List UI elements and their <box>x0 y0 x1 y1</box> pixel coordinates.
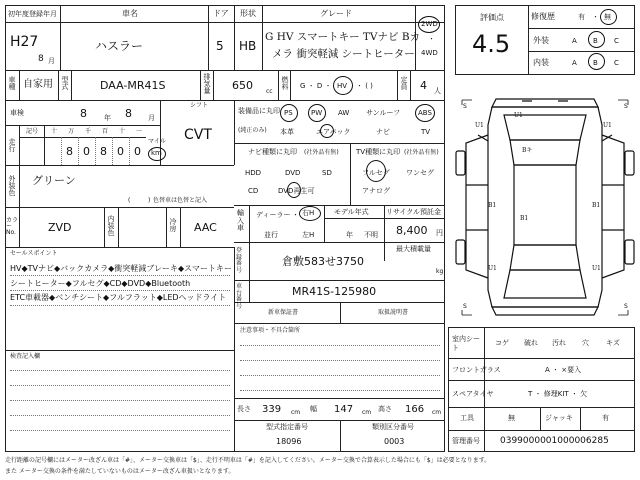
seat-label: 室内シート <box>452 335 480 353</box>
caution-label: 注意事項・不具合箇所 <box>240 327 301 334</box>
diagram-corner-s-br: S <box>624 303 628 310</box>
reg-number-label: 登録番号 <box>236 247 243 274</box>
mileage-digit: 0 <box>134 145 141 158</box>
spare-value: T ・ 修理KIT ・ 欠 <box>528 390 588 398</box>
interior-grade-c: C <box>614 59 619 67</box>
damage-mark-6: B1 <box>520 215 529 222</box>
fuel-selected: HV <box>337 82 348 90</box>
mileage-digit: 8 <box>100 145 107 158</box>
damage-mark-3: U1 <box>603 122 612 129</box>
repair-yes: 有 <box>578 13 585 21</box>
fuel-label: 燃料 <box>281 76 289 90</box>
seat-item-hole: 穴 <box>582 339 589 347</box>
km-label: km <box>151 149 162 157</box>
footer-note-1: 走行距離の記号欄にはメーター改ざん車は「#」、メーター交換車は「$」、走行不明車は「#」を記入してください。メーター交換で合算表示した場合にも「$」は必要となります。 <box>5 457 491 464</box>
nav-type-label: ナビ種類に丸印 <box>248 148 297 156</box>
mileage-unit-label: 十 <box>119 128 126 135</box>
color-note-paren-close: ) <box>148 197 151 204</box>
shape-label: 形状 <box>240 9 256 18</box>
color-label: 外装色 <box>8 175 16 196</box>
import-dealer: ディーラー <box>256 211 291 219</box>
equipment-sub-label: (純正のみ) <box>238 127 267 134</box>
manual-label: 取扱説明書 <box>378 309 409 316</box>
drive-dot: ・ <box>428 35 435 43</box>
mileage-unit-label: 千 <box>85 128 92 135</box>
width-unit: cm <box>362 409 372 416</box>
cold-value: AAC <box>194 221 217 234</box>
exterior-grade-b: B <box>593 37 598 45</box>
color-note-paren: ( <box>128 197 131 204</box>
mgmt-label: 管理番号 <box>452 437 480 445</box>
sales-point-line-2: シートヒーター◆フルセグ◆CD◆DVD◆Bluetooth <box>10 279 191 288</box>
height-label: 高さ <box>378 405 392 413</box>
nav-type-sub: (社外品有無) <box>304 149 339 156</box>
mileage-unit-label: 万 <box>68 128 75 135</box>
seat-item-burn: コゲ <box>495 339 509 347</box>
max-load-label: 最大積載量 <box>396 245 431 253</box>
type-cert: 18096 <box>276 437 302 446</box>
grade-line-2: メラ 衝突軽減 シートヒーター <box>272 48 415 60</box>
equip-airbag: エアバック <box>316 128 351 136</box>
mile-label: マイル <box>148 138 166 145</box>
interior-grade-b: B <box>593 59 598 67</box>
repair-no: 無 <box>604 13 611 21</box>
mileage-unit-label: 一 <box>136 128 143 135</box>
model-year-year: 年 <box>346 231 353 239</box>
capacity-unit: 人 <box>434 87 441 95</box>
equip-abs: ABS <box>418 109 432 117</box>
displacement-label: 排気量 <box>203 73 211 94</box>
mileage-label: 走行 <box>8 138 16 152</box>
length-label: 長さ <box>237 405 251 413</box>
airbag-circle <box>320 124 334 138</box>
recycle-label: リサイクル預託金 <box>386 208 442 216</box>
windshield-label: フロントガラス <box>452 366 501 374</box>
handle-left: 左H <box>302 231 315 239</box>
import-parallel: 並行 <box>264 231 278 239</box>
tool-value: 無 <box>508 414 515 422</box>
damage-mark-9: Bキ <box>522 147 533 154</box>
chassis-label: 車台番号 <box>236 283 243 310</box>
grade-line-1: G HV スマートキー TVナビ Bカ <box>265 31 421 43</box>
max-load-unit: kg <box>436 268 444 275</box>
repair-label: 修復歴 <box>531 12 555 21</box>
color-value: グリーン <box>32 174 76 187</box>
seat-item-tear: 破れ <box>524 339 538 347</box>
damage-mark-2: U1 <box>475 122 484 129</box>
seat-item-scratch: キズ <box>606 339 620 347</box>
jack-label: ジャッキ <box>545 414 573 422</box>
inspection-month-unit: 月 <box>148 114 155 122</box>
mgmt-number: 0399000001000006285 <box>500 436 609 446</box>
reg-label: 車種 <box>8 76 16 90</box>
use-type: 自家用 <box>23 79 53 90</box>
mileage-unit-label: 百 <box>102 128 109 135</box>
inspection-year: 8 <box>80 107 87 120</box>
footer-note-2: また メーター交換の条件を満たしていないものはメーター改ざん車扱いとなります。 <box>5 468 235 475</box>
equip-aw: AW <box>338 109 350 117</box>
length-unit: cm <box>291 409 301 416</box>
doors: 5 <box>216 39 224 53</box>
first-reg-month-unit: 月 <box>48 57 55 65</box>
damage-mark-5: B1 <box>592 202 601 209</box>
fuel-rest: ・ ( ) <box>356 82 373 90</box>
mileage-digit: 0 <box>83 145 90 158</box>
handle-right: 右H <box>302 209 315 217</box>
seat-item-stain: 汚れ <box>552 339 566 347</box>
displacement: 650 <box>232 79 253 92</box>
height: 166 <box>405 404 425 415</box>
damage-mark-7: U1 <box>488 265 497 272</box>
sales-point-label: セールスポイント <box>10 250 58 257</box>
displacement-unit: cc <box>266 88 273 95</box>
import-dot: ・ <box>292 211 299 219</box>
interior-grade-a: A <box>572 59 577 67</box>
jack-value: 有 <box>602 414 609 422</box>
car-name: ハスラー <box>95 39 144 53</box>
reg-number: 倉敷583せ3750 <box>282 255 364 268</box>
recycle-yen: 円 <box>436 229 443 237</box>
drive-2wd: 2WD <box>421 20 438 28</box>
length: 339 <box>262 404 282 415</box>
diagram-corner-s-tl: S <box>463 103 467 110</box>
model-label: 型式 <box>61 76 69 90</box>
import-label: 輸入車 <box>237 209 244 233</box>
tool-label: 工具 <box>460 414 474 422</box>
car-name-label: 車名 <box>122 9 138 18</box>
fuel-options: G ・ D ・ <box>300 82 332 90</box>
score: 4.5 <box>472 30 511 58</box>
nav-sd: SD <box>322 169 332 177</box>
tv-type-sub: (社外品有無) <box>404 149 439 156</box>
interior-label: 内装 <box>533 58 549 67</box>
shift: CVT <box>184 127 212 143</box>
sales-point-line-3: ETC車載器◆ベンチシート◆フルフラット◆LEDヘッドライト <box>10 293 227 302</box>
color-note: 色替車は色替と記入 <box>153 197 208 204</box>
height-unit: cm <box>432 409 442 416</box>
first-reg-year: H27 <box>10 34 39 50</box>
new-warranty-label: 新車保証書 <box>268 309 299 316</box>
shift-label: シフト <box>190 102 209 109</box>
equip-navi: ナビ <box>376 128 390 136</box>
mileage-note-label: 記号 <box>26 128 39 135</box>
equip-pw: PW <box>311 109 323 117</box>
damage-mark-1: U1 <box>514 112 523 119</box>
equip-leather: 本革 <box>280 128 294 136</box>
shape: HB <box>239 39 257 53</box>
mileage-digit: 0 <box>117 145 124 158</box>
color-code: ZVD <box>48 221 72 234</box>
dvd-play-circle <box>287 182 301 198</box>
nav-dvd: DVD <box>285 169 301 177</box>
nav-dvd-play: DVD再生可 <box>278 187 315 195</box>
equipment-label: 装備品に丸印 <box>238 107 280 115</box>
damage-mark-4: B1 <box>488 202 497 209</box>
width: 147 <box>334 404 354 415</box>
interior-color-label: 内装色 <box>107 215 115 236</box>
sales-point-line-1: HV◆TVナビ◆バックカメラ◆衝突軽減ブレーキ◆スマートキー <box>10 264 232 273</box>
inspector-label: 検査記入欄 <box>10 353 41 360</box>
width-label: 幅 <box>310 405 317 413</box>
capacity-label: 定員 <box>400 76 408 90</box>
spare-label: スペアタイヤ <box>452 390 494 398</box>
model-year-unknown: 不明 <box>364 231 378 239</box>
equip-tv: TV <box>421 128 431 136</box>
diagram-corner-s-bl: S <box>463 303 467 310</box>
equip-sunroof: サンルーフ <box>366 109 401 117</box>
type-cert-label: 型式指定番号 <box>266 423 308 431</box>
mileage-unit-label: 十 <box>51 128 58 135</box>
class-label: 類別区分番号 <box>372 423 414 431</box>
exterior-grade-a: A <box>572 37 577 45</box>
first-reg-month: 8 <box>38 54 44 64</box>
class-number: 0003 <box>384 437 405 446</box>
score-label: 評価点 <box>480 13 504 22</box>
model-year-label: モデル年式 <box>334 208 369 216</box>
cold-label: 冷房 <box>169 218 177 232</box>
tv-type-label: TV種類に丸印 <box>356 148 401 156</box>
model: DAA-MR41S <box>100 79 166 92</box>
door-label: ドア <box>213 9 229 18</box>
tv-analog: アナログ <box>362 187 390 195</box>
capacity: 4 <box>420 79 427 92</box>
tv-oneseg: ワンセグ <box>406 169 434 177</box>
drive-4wd: 4WD <box>421 49 438 57</box>
mileage-digit: 8 <box>66 145 73 158</box>
exterior-grade-c: C <box>614 37 619 45</box>
inspection-year-unit: 年 <box>104 114 111 122</box>
fullseg-circle <box>366 160 386 182</box>
damage-mark-8: U1 <box>592 265 601 272</box>
diagram-corner-s-tr: S <box>624 103 628 110</box>
windshield-value: A ・ ×要入 <box>545 366 582 374</box>
chassis-number: MR41S-125980 <box>292 285 377 298</box>
equip-ps: PS <box>284 109 293 117</box>
nav-hdd: HDD <box>245 169 262 177</box>
grade-label: グレード <box>320 9 352 18</box>
repair-dot: ・ <box>592 13 599 21</box>
exterior-label: 外装 <box>533 36 549 45</box>
inspection-label: 車検 <box>10 109 24 117</box>
first-reg-label: 初年度登録年月 <box>8 10 57 18</box>
inspection-month: 8 <box>125 107 132 120</box>
color-code-label: カラー No. <box>6 217 19 236</box>
tv-fullseg: フルセグ <box>362 169 390 177</box>
recycle-value: 8,400 <box>396 224 428 237</box>
nav-cd: CD <box>248 187 259 195</box>
